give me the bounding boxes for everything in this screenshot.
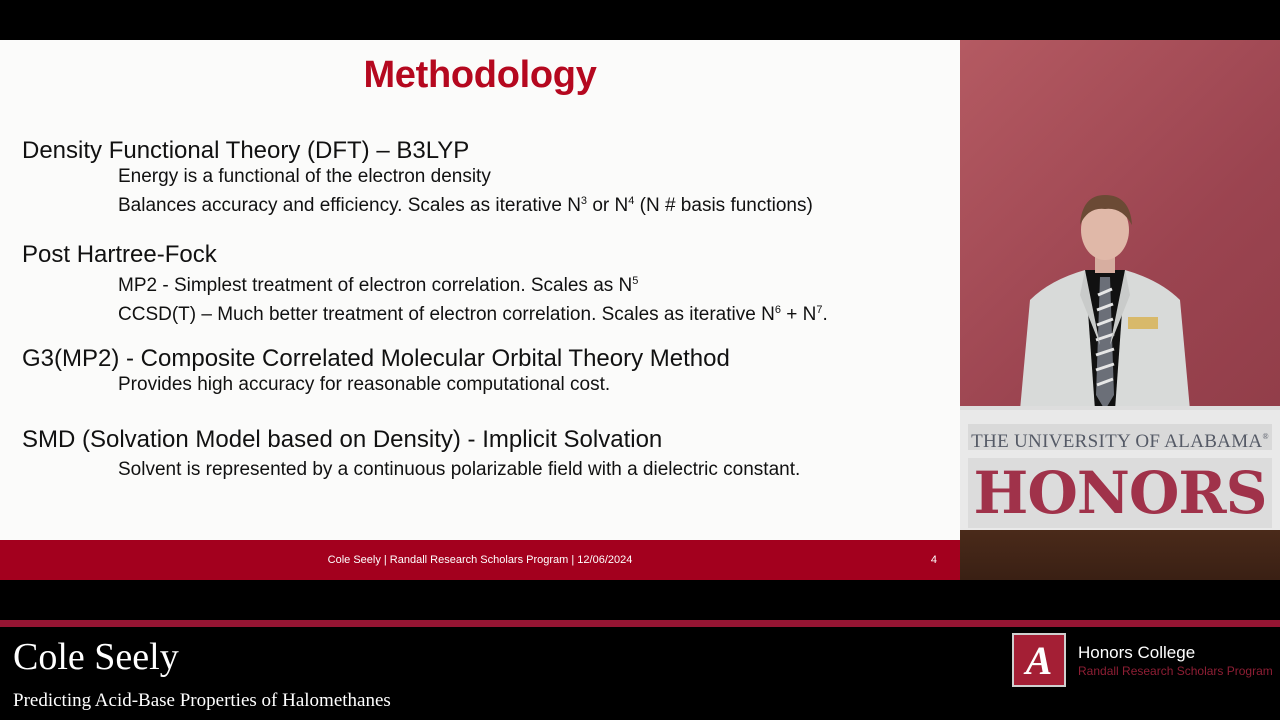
podium-sign: [960, 406, 1280, 530]
section-heading: SMD (Solvation Model based on Density) - Implicit Solvation: [22, 426, 663, 453]
section-heading: Density Functional Theory (DFT) – B3LYP: [22, 137, 470, 164]
slide-footer: [0, 540, 960, 580]
section-line: Solvent is represented by a continuous polarizable field with a dielectric constant.: [118, 459, 801, 480]
section-line: Balances accuracy and efficiency. Scales as iterative $N^3$ or $N^4$ (N # basis functions): [118, 195, 813, 216]
speaker-figure-icon: [1010, 185, 1200, 410]
section-line: CCSD(T) – Much better treatment of electron correlation. Scales as iterative $N^6 + N^7$.: [118, 304, 828, 325]
section-line: MP2 - Simplest treatment of electron correlation. Scales as $N^5$: [118, 275, 639, 296]
presenter-name: Cole Seely: [13, 636, 179, 678]
section-line: Provides high accuracy for reasonable computational cost.: [118, 374, 611, 395]
alabama-logo-icon: [1012, 633, 1066, 687]
podium-base: [960, 530, 1280, 580]
lower-third-band: [0, 620, 1280, 627]
slide-page-number: 4: [930, 554, 937, 566]
podium-honors-text: HONORS: [968, 458, 1272, 528]
speaker-camera-feed: [960, 40, 1280, 580]
section-line: Energy is a functional of the electron density: [118, 166, 491, 187]
section-g3mp2: [22, 345, 730, 397]
honors-college-title: Honors College: [1078, 643, 1196, 662]
presentation-slide: [0, 40, 960, 580]
section-heading: Post Hartree-Fock: [22, 241, 217, 268]
section-heading: G3(MP2) - Composite Correlated Molecular Orbital Theory Method: [22, 345, 730, 372]
section-smd: [22, 426, 800, 482]
script-a-icon: A: [1025, 637, 1053, 683]
footer-text: Cole Seely | Randall Research Scholars Program | 12/06/2024: [327, 554, 633, 566]
section-post-hartree-fock: [22, 241, 828, 327]
slide-title: Methodology: [363, 54, 597, 96]
presentation-topic: Predicting Acid-Base Properties of Halomethanes: [13, 690, 391, 711]
podium-university-text: THE UNIVERSITY OF ALABAMA®: [968, 424, 1272, 450]
program-subtitle: Randall Research Scholars Program: [1078, 664, 1273, 678]
section-dft: [22, 137, 813, 218]
